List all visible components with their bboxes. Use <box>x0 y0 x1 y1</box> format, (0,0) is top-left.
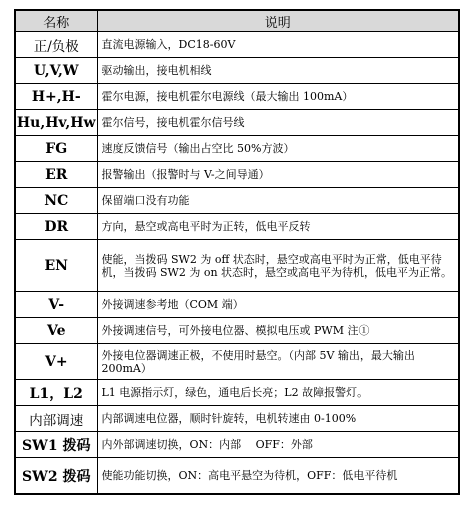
row-desc: 速度反馈信号（输出占空比 50%方波） <box>97 136 459 162</box>
table-row <box>15 380 459 406</box>
row-desc: 霍尔电源，接电机霍尔电源线（最大输出 100mA） <box>97 84 459 110</box>
row-desc: 使能功能切换，ON：高电平悬空为待机，OFF：低电平待机 <box>97 458 459 495</box>
row-desc: 外接调速参考地（COM 端） <box>97 292 459 318</box>
table-row <box>15 162 459 188</box>
row-name: Ve <box>15 318 97 344</box>
table-row <box>15 188 459 214</box>
row-desc: 方向，悬空或高电平时为正转，低电平反转 <box>97 214 459 240</box>
row-name: SW1 拨码 <box>15 432 97 458</box>
row-desc: 霍尔信号，接电机霍尔信号线 <box>97 110 459 136</box>
table-row <box>15 406 459 432</box>
table-row <box>15 432 459 458</box>
table-row <box>15 458 459 495</box>
row-name: V+ <box>15 344 97 380</box>
table-row <box>15 110 459 136</box>
row-desc: L1 电源指示灯，绿色，通电后长亮；L2 故障报警灯。 <box>97 380 459 406</box>
table-row <box>15 344 459 380</box>
row-name: EN <box>15 240 97 292</box>
row-name: DR <box>15 214 97 240</box>
table-row <box>15 32 459 58</box>
table-row <box>15 292 459 318</box>
row-name: H+,H- <box>15 84 97 110</box>
header-name: 名称 <box>15 10 97 32</box>
header-desc: 说明 <box>97 10 459 32</box>
row-name: Hu,Hv,Hw <box>15 110 97 136</box>
row-name: 正/负极 <box>15 32 97 58</box>
row-desc: 驱动输出，接电机相线 <box>97 58 459 84</box>
table-header-row <box>15 10 459 32</box>
pin-description-table <box>14 9 460 495</box>
row-name: NC <box>15 188 97 214</box>
row-desc: 使能，当拨码 SW2 为 off 状态时，悬空或高电平时为正常，低电平待机，当拨码 SW2 为 on 状态时，悬空或高电平为待机，低电平为正常。 <box>97 240 459 292</box>
row-name: V- <box>15 292 97 318</box>
table-row <box>15 136 459 162</box>
row-desc: 报警输出（报警时与 V-之间导通） <box>97 162 459 188</box>
row-name: SW2 拨码 <box>15 458 97 495</box>
table-row <box>15 58 459 84</box>
row-desc: 外接调速信号，可外接电位器、模拟电压或 PWM 注① <box>97 318 459 344</box>
table-row <box>15 240 459 292</box>
row-desc: 外接电位器调速正极，不使用时悬空。（内部 5V 输出，最大输出 200mA） <box>97 344 459 380</box>
row-name: 内部调速 <box>15 406 97 432</box>
row-name: L1，L2 <box>15 380 97 406</box>
row-desc: 保留端口没有功能 <box>97 188 459 214</box>
table-row <box>15 84 459 110</box>
row-name: ER <box>15 162 97 188</box>
row-desc: 内部调速电位器，顺时针旋转，电机转速由 0-100% <box>97 406 459 432</box>
row-desc: 直流电源输入，DC18-60V <box>97 32 459 58</box>
row-name: U,V,W <box>15 58 97 84</box>
table-row <box>15 214 459 240</box>
row-name: FG <box>15 136 97 162</box>
table-row <box>15 318 459 344</box>
row-desc: 内外部调速切换，ON：内部 OFF：外部 <box>97 432 459 458</box>
